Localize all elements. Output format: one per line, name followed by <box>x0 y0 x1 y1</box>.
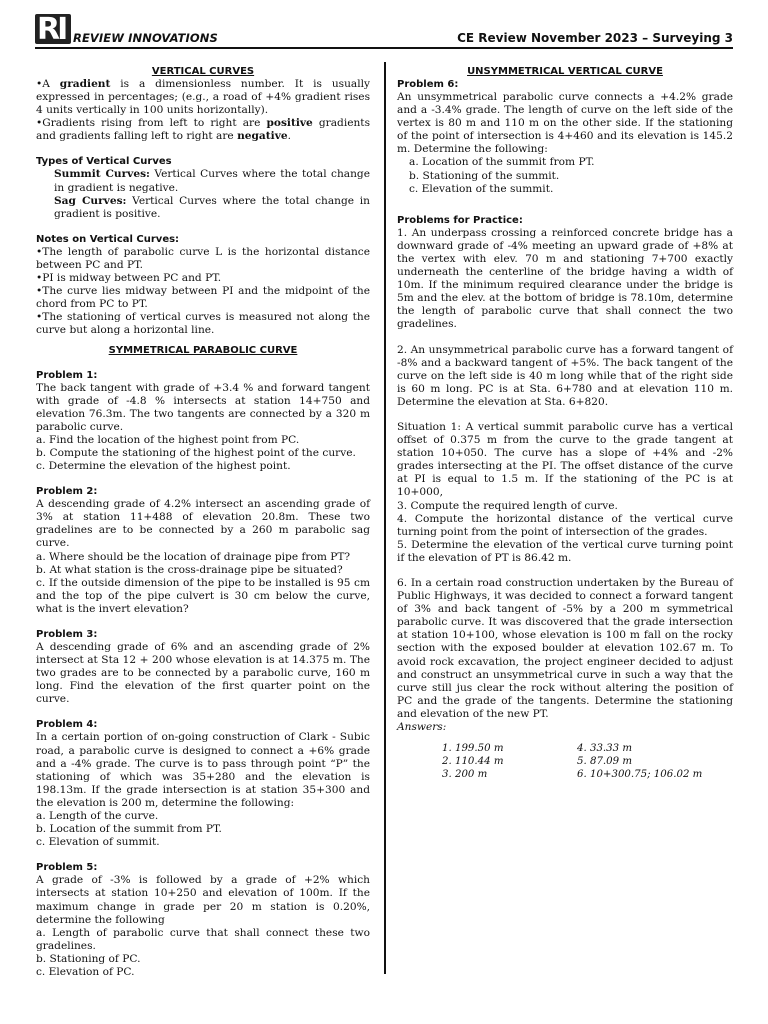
answer-item: 1. 199.50 m <box>442 743 504 755</box>
note-item: •PI is midway between PC and PT. <box>36 272 222 285</box>
spacer <box>36 849 370 861</box>
problem-1-title: Problem 1: <box>36 369 98 381</box>
bullet: • <box>36 78 43 90</box>
spacer <box>36 221 370 233</box>
heading-notes-on-vertical-curves: Notes on Vertical Curves: <box>36 233 180 245</box>
practice-problem-6: 6. In a certain road construction undertaken by the Bureau of Public Highways, it was decided to connect a forward tangent of 3% and back tangent of -5% by a 200 m symmetrical parabolic curve. It was discovered that the grade intersection at station 10+100, whose elevation is 100 m fall on the rocky section with the exposed boulder at elevation 102.67 m. To avoid rock excavation, the project engineer decided to adjust and construct an unsymmetrical curve in such a way that the curve still jus clear the rock without altering the position of PC and the grade of the tangents. Determine the stationing and elevation of the new PT. <box>397 577 733 720</box>
problem-2-statement: A descending grade of 4.2% intersect an ascending grade of 3% at station 11+488 of elevation 20.8m. These two gradelines are to be connected by a 260 m parabolic sag curve. <box>36 498 370 550</box>
section-title-unsymmetrical-vertical-curve: UNSYMMETRICAL VERTICAL CURVE <box>467 66 663 77</box>
text: Vertical Curves where the total change in gradient is positive. <box>54 194 370 220</box>
page-header <box>35 14 733 48</box>
problem-6-item: b. Stationing of the summit. <box>409 169 560 182</box>
answers-column-left <box>442 742 592 781</box>
spacer <box>397 332 733 344</box>
text: . <box>287 130 291 143</box>
answer-item: 5. 87.09 m <box>577 756 633 768</box>
answer-item: 4. 33.33 m <box>577 743 633 755</box>
spacer <box>36 706 370 718</box>
gradient-sign-note <box>36 117 370 143</box>
brand-name: REVIEW INNOVATIONS <box>73 31 218 45</box>
problem-6-item: c. Elevation of the summit. <box>409 182 554 195</box>
problem-3-statement: A descending grade of 6% and an ascending grade of 2% intersect at Sta 12 + 200 whose elevation is at 14.375 m. The two grades are to be connected by a parabolic curve, 160 m long. Find the elevation of the first quarter point on the curve. <box>36 641 370 706</box>
problem-1-item: c. Determine the elevation of the highest point. <box>36 460 291 473</box>
answers-column-right <box>577 742 727 781</box>
problem-4-statement: In a certain portion of on-going construction of Clark - Subic road, a parabolic curve is designed to connect a +6% grade and a -4% grade. The curve is to pass through point “P” the stationing of which was 35+280 and the elevation is 198.13m. If the grade intersection is at station 35+300 and the elevation is 200 m, determine the following: <box>36 731 370 809</box>
problem-2-item: c. If the outside dimension of the pipe to be installed is 95 cm and the top of the pipe culvert is 30 cm below the curve, what is the invert elevation? <box>36 576 370 615</box>
answers-heading: Answers: <box>397 721 447 734</box>
spacer <box>36 473 370 485</box>
heading-problems-for-practice: Problems for Practice: <box>397 214 523 226</box>
practice-problem-1: 1. An underpass crossing a reinforced concrete bridge has a downward grade of -4% meeting an upward grade of +8% at the vertex with elev. 70 m and stationing 7+700 exactly underneath the centerline of the bridge having a width of 10m. If the minimum required clearance under the bridge is 5m and the elev. at the bottom of bridge is 78.10m, determine the length of parabolic curve that shall connect the two gradelines. <box>397 226 733 331</box>
problem-3-title: Problem 3: <box>36 629 98 640</box>
problem-6-statement: An unsymmetrical parabolic curve connects a +4.2% grade and a -3.4% grade. The length of curve on the left side of the vertex is 80 m and 110 m on the other side. If the stationing of the point of intersection is 4+460 and its elevation is 145.2 m. Determine the following: <box>397 91 733 156</box>
problem-6-item: a. Location of the summit from PT. <box>409 156 595 169</box>
problem-5-title: Problem 5: <box>36 862 98 874</box>
note-item: •The stationing of vertical curves is measured not along the curve but along a horizontal line. <box>36 311 370 337</box>
problem-4-title: Problem 4: <box>36 719 98 731</box>
course-dash: – <box>637 31 653 45</box>
problem-4-item: c. Elevation of summit. <box>36 836 160 849</box>
term-summit-curves: Summit Curves: <box>54 168 150 181</box>
course-title <box>457 31 733 45</box>
text: A <box>42 78 60 90</box>
spacer <box>36 357 370 369</box>
practice-problem-2: 2. An unsymmetrical parabolic curve has a forward tangent of -8% and a backward tangent of +5%. The back tangent of the curve on the left side is 40 m long while that of the right side is 60 m long. PC is at Sta. 6+780 and at elevation 110 m. Determine the elevation at Sta. 6+820. <box>397 343 733 408</box>
problem-2-title: Problem 2: <box>36 486 98 498</box>
term-positive: positive <box>266 117 313 130</box>
answer-item: 3. 200 m <box>442 769 488 781</box>
spacer <box>36 143 370 155</box>
situation-1-statement: Situation 1: A vertical summit parabolic curve has a vertical offset of 0.375 m from the curve to the grade tangent at station 10+050. The curve has a slope of +4% and -2% grades intersecting at the PI. The offset distance of the curve at PI is equal to 1.5 m. If the stationing of the PC is at 10+000, <box>397 420 733 499</box>
header-rule <box>35 47 733 49</box>
term-negative: negative <box>237 130 288 143</box>
text: gradients and gradients falling left to right are <box>36 117 371 143</box>
text: Vertical Curves where the total change in gradient is negative. <box>54 168 370 194</box>
section-title-vertical-curves: VERTICAL CURVES <box>151 66 255 77</box>
term-gradient: gradient <box>59 78 111 90</box>
column-divider <box>384 62 386 974</box>
note-item: •The length of parabolic curve L is the horizontal distance between PC and PT. <box>36 245 370 271</box>
course-name: CE Review November 2023 <box>457 31 638 45</box>
heading-types-of-vertical-curves: Types of Vertical Curves <box>36 156 172 168</box>
text: •Gradients rising from left to right are <box>36 117 267 130</box>
situation-1-item: 4. Compute the horizontal distance of the vertical curve turning point from the point of intersection of the grades. <box>397 512 733 538</box>
problem-5-statement: A grade of -3% is followed by a grade of +2% which intersects at station 10+250 and elevation of 100m. If the maximum change in grade per 20 m station is 0.20%, determine the following <box>36 874 370 926</box>
left-column <box>36 65 370 979</box>
section-title-symmetrical-parabolic-curve: SYMMETRICAL PARABOLIC CURVE <box>108 344 298 356</box>
problem-5-item: b. Stationing of PC. <box>36 952 141 965</box>
situation-1-item: 5. Determine the elevation of the vertical curve turning point if the elevation of PT is 86.42 m. <box>397 538 733 564</box>
note-item: •The curve lies midway between PI and the midpoint of the chord from PC to PT. <box>36 285 370 311</box>
course-subject: Surveying 3 <box>652 31 733 45</box>
spacer <box>397 196 733 208</box>
problem-1-item: b. Compute the stationing of the highest point of the curve. <box>36 446 356 459</box>
review-innovations-logo <box>35 12 71 47</box>
problem-4-item: b. Location of the summit from PT. <box>36 823 222 836</box>
answers-list <box>397 742 733 782</box>
problem-2-item: b. At what station is the cross-drainage pipe be situated? <box>36 563 343 576</box>
text: is a dimensionless number. It is usually expressed in percentages; (e.g., a road of +4% gradient rises 4 units vertically in 100 units horizontally). <box>36 78 370 117</box>
problem-1-item: a. Find the location of the highest point from PC. <box>36 433 300 446</box>
sag-curve-definition <box>36 195 370 221</box>
right-column <box>397 65 733 782</box>
gradient-definition <box>36 78 370 117</box>
spacer <box>36 616 370 628</box>
logo-letters: RI <box>37 12 66 47</box>
problem-5-item: c. Elevation of PC. <box>36 965 135 978</box>
problem-6-title: Problem 6: <box>397 79 459 90</box>
problem-2-item: a. Where should be the location of drainage pipe from PT? <box>36 550 351 563</box>
situation-1-item: 3. Compute the required length of curve. <box>397 499 618 512</box>
problem-1-statement: The back tangent with grade of +3.4 % and forward tangent with grade of -4.8 % intersects at station 14+750 and elevation 76.3m. The two tangents are connected by a 320 m parabolic curve. <box>36 381 370 433</box>
spacer <box>397 565 733 577</box>
answer-item: 6. 10+300.75; 106.02 m <box>577 769 703 781</box>
problem-4-item: a. Length of the curve. <box>36 810 159 823</box>
problem-5-item: a. Length of parabolic curve that shall connect these two gradelines. <box>36 926 370 952</box>
term-sag-curves: Sag Curves: <box>54 194 127 207</box>
spacer <box>397 409 733 421</box>
summit-curve-definition <box>36 168 370 194</box>
answer-item: 2. 110.44 m <box>442 756 504 768</box>
